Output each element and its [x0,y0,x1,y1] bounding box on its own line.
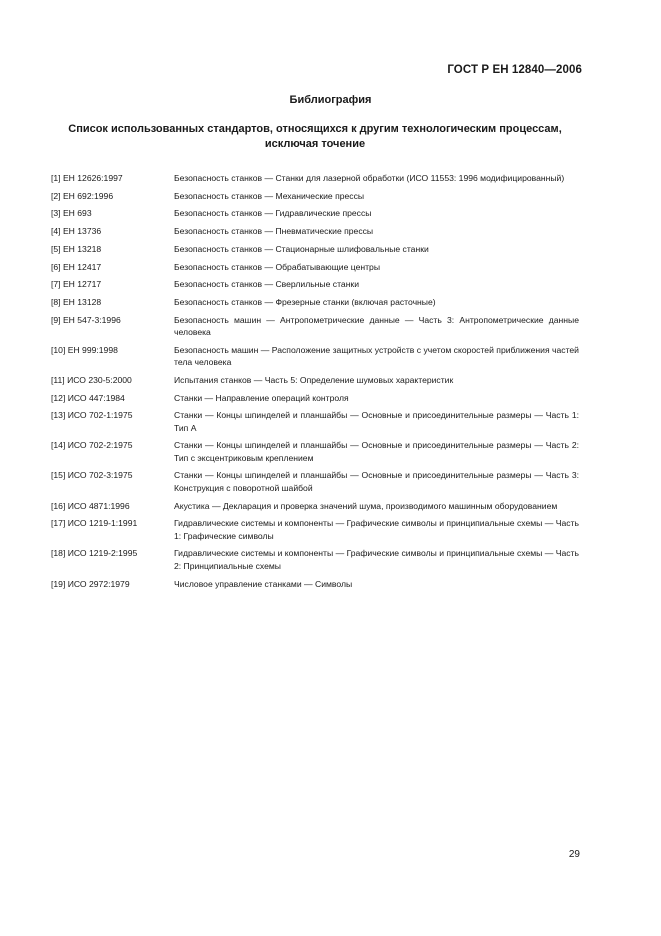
reference-number: [15] ИСО 702-3:1975 [51,470,133,481]
reference-item [51,547,581,572]
bibliography-title: Библиография [289,94,372,106]
reference-item [51,243,581,255]
reference-number: [12] ИСО 447:1984 [51,392,125,403]
reference-number: [6] ЕН 12417 [51,261,102,272]
reference-number: [4] ЕН 13736 [51,226,102,237]
reference-number: [10] ЕН 999:1998 [51,344,118,355]
list-subtitle: Список использованных стандартов, относящихся к другим технологическим процессам, исключая точение [68,123,562,150]
reference-text: Станки — Концы шпинделей и планшайбы — Основные и присоединительные размеры — Часть 1: Тип А [174,410,579,433]
reference-item [51,296,581,308]
reference-item [51,517,581,542]
reference-number: [14] ИСО 702-2:1975 [51,440,133,451]
reference-item [51,225,581,237]
reference-text: Испытания станков — Часть 5: Определение шумовых характеристик [174,374,454,385]
page-number: 29 [568,849,580,860]
reference-text: Акустика — Декларация и проверка значений шума, производимого машинным оборудованием [174,500,558,511]
reference-number: [13] ИСО 702-1:1975 [51,410,133,421]
reference-item [51,469,581,494]
reference-item [51,374,581,386]
reference-text: Станки — Концы шпинделей и планшайбы — Основные и присоединительные размеры — Часть 3: Конструкция с поворотной шайбой [174,470,579,493]
reference-number: [18] ИСО 1219-2:1995 [51,548,138,559]
reference-item [51,392,581,404]
reference-list [51,172,581,595]
reference-text: Безопасность машин — Антропометрические данные — Часть 3: Антропометрические данные человека [174,314,579,338]
reference-item [51,439,581,464]
reference-number: [5] ЕН 13218 [51,243,102,254]
reference-number: [7] ЕН 12717 [51,279,102,290]
reference-text: Безопасность станков — Фрезерные станки (включая расточные) [174,296,436,307]
reference-item [51,314,581,339]
reference-item [51,578,581,590]
reference-text: Безопасность станков — Пневматические прессы [174,226,374,237]
reference-text: Безопасность машин — Расположение защитных устройств с учетом скоростей приближения частей тела человека [174,344,579,368]
document-code: ГОСТ Р ЕН 12840—2006 [447,64,582,76]
reference-item [51,409,581,434]
reference-text: Безопасность станков — Гидравлические прессы [174,208,372,219]
reference-text: Безопасность станков — Обрабатывающие центры [174,261,381,272]
reference-text: Числовое управление станками — Символы [174,578,353,589]
reference-number: [1] ЕН 12626:1997 [51,173,123,183]
reference-item [51,500,581,512]
reference-number: [16] ИСО 4871:1996 [51,500,130,511]
reference-text: Безопасность станков — Механические прессы [174,190,365,201]
reference-item [51,261,581,273]
reference-text: Станки — Концы шпинделей и планшайбы — Основные и присоединительные размеры — Часть 2: Тип с эксцентриковым креплением [174,440,579,463]
reference-item [51,190,581,202]
reference-number: [3] ЕН 693 [51,208,92,219]
reference-number: [19] ИСО 2972:1979 [51,578,130,589]
reference-item [51,344,581,369]
reference-text: Безопасность станков — Сверлильные станки [174,279,359,290]
reference-number: [8] ЕН 13128 [51,296,102,307]
reference-text: Станки — Направление операций контроля [174,392,349,403]
reference-number: [9] ЕН 547-3:1996 [51,314,121,325]
reference-text: Безопасность станков — Стационарные шлифовальные станки [174,243,429,254]
reference-text: Гидравлические системы и компоненты — Графические символы и принципиальные схемы — Часть 1: Графические символы [174,518,579,541]
reference-item [51,172,581,184]
reference-text: Гидравлические системы и компоненты — Графические символы и принципиальные схемы — Часть 2: Принципиальные схемы [174,548,579,571]
reference-number: [11] ИСО 230-5:2000 [51,374,132,385]
reference-number: [17] ИСО 1219-1:1991 [51,518,138,529]
reference-item [51,207,581,219]
reference-item [51,278,581,290]
reference-number: [2] ЕН 692:1996 [51,190,114,201]
reference-text: Безопасность станков — Станки для лазерной обработки (ИСО 11553: 1996 модифицированный) [174,173,565,183]
